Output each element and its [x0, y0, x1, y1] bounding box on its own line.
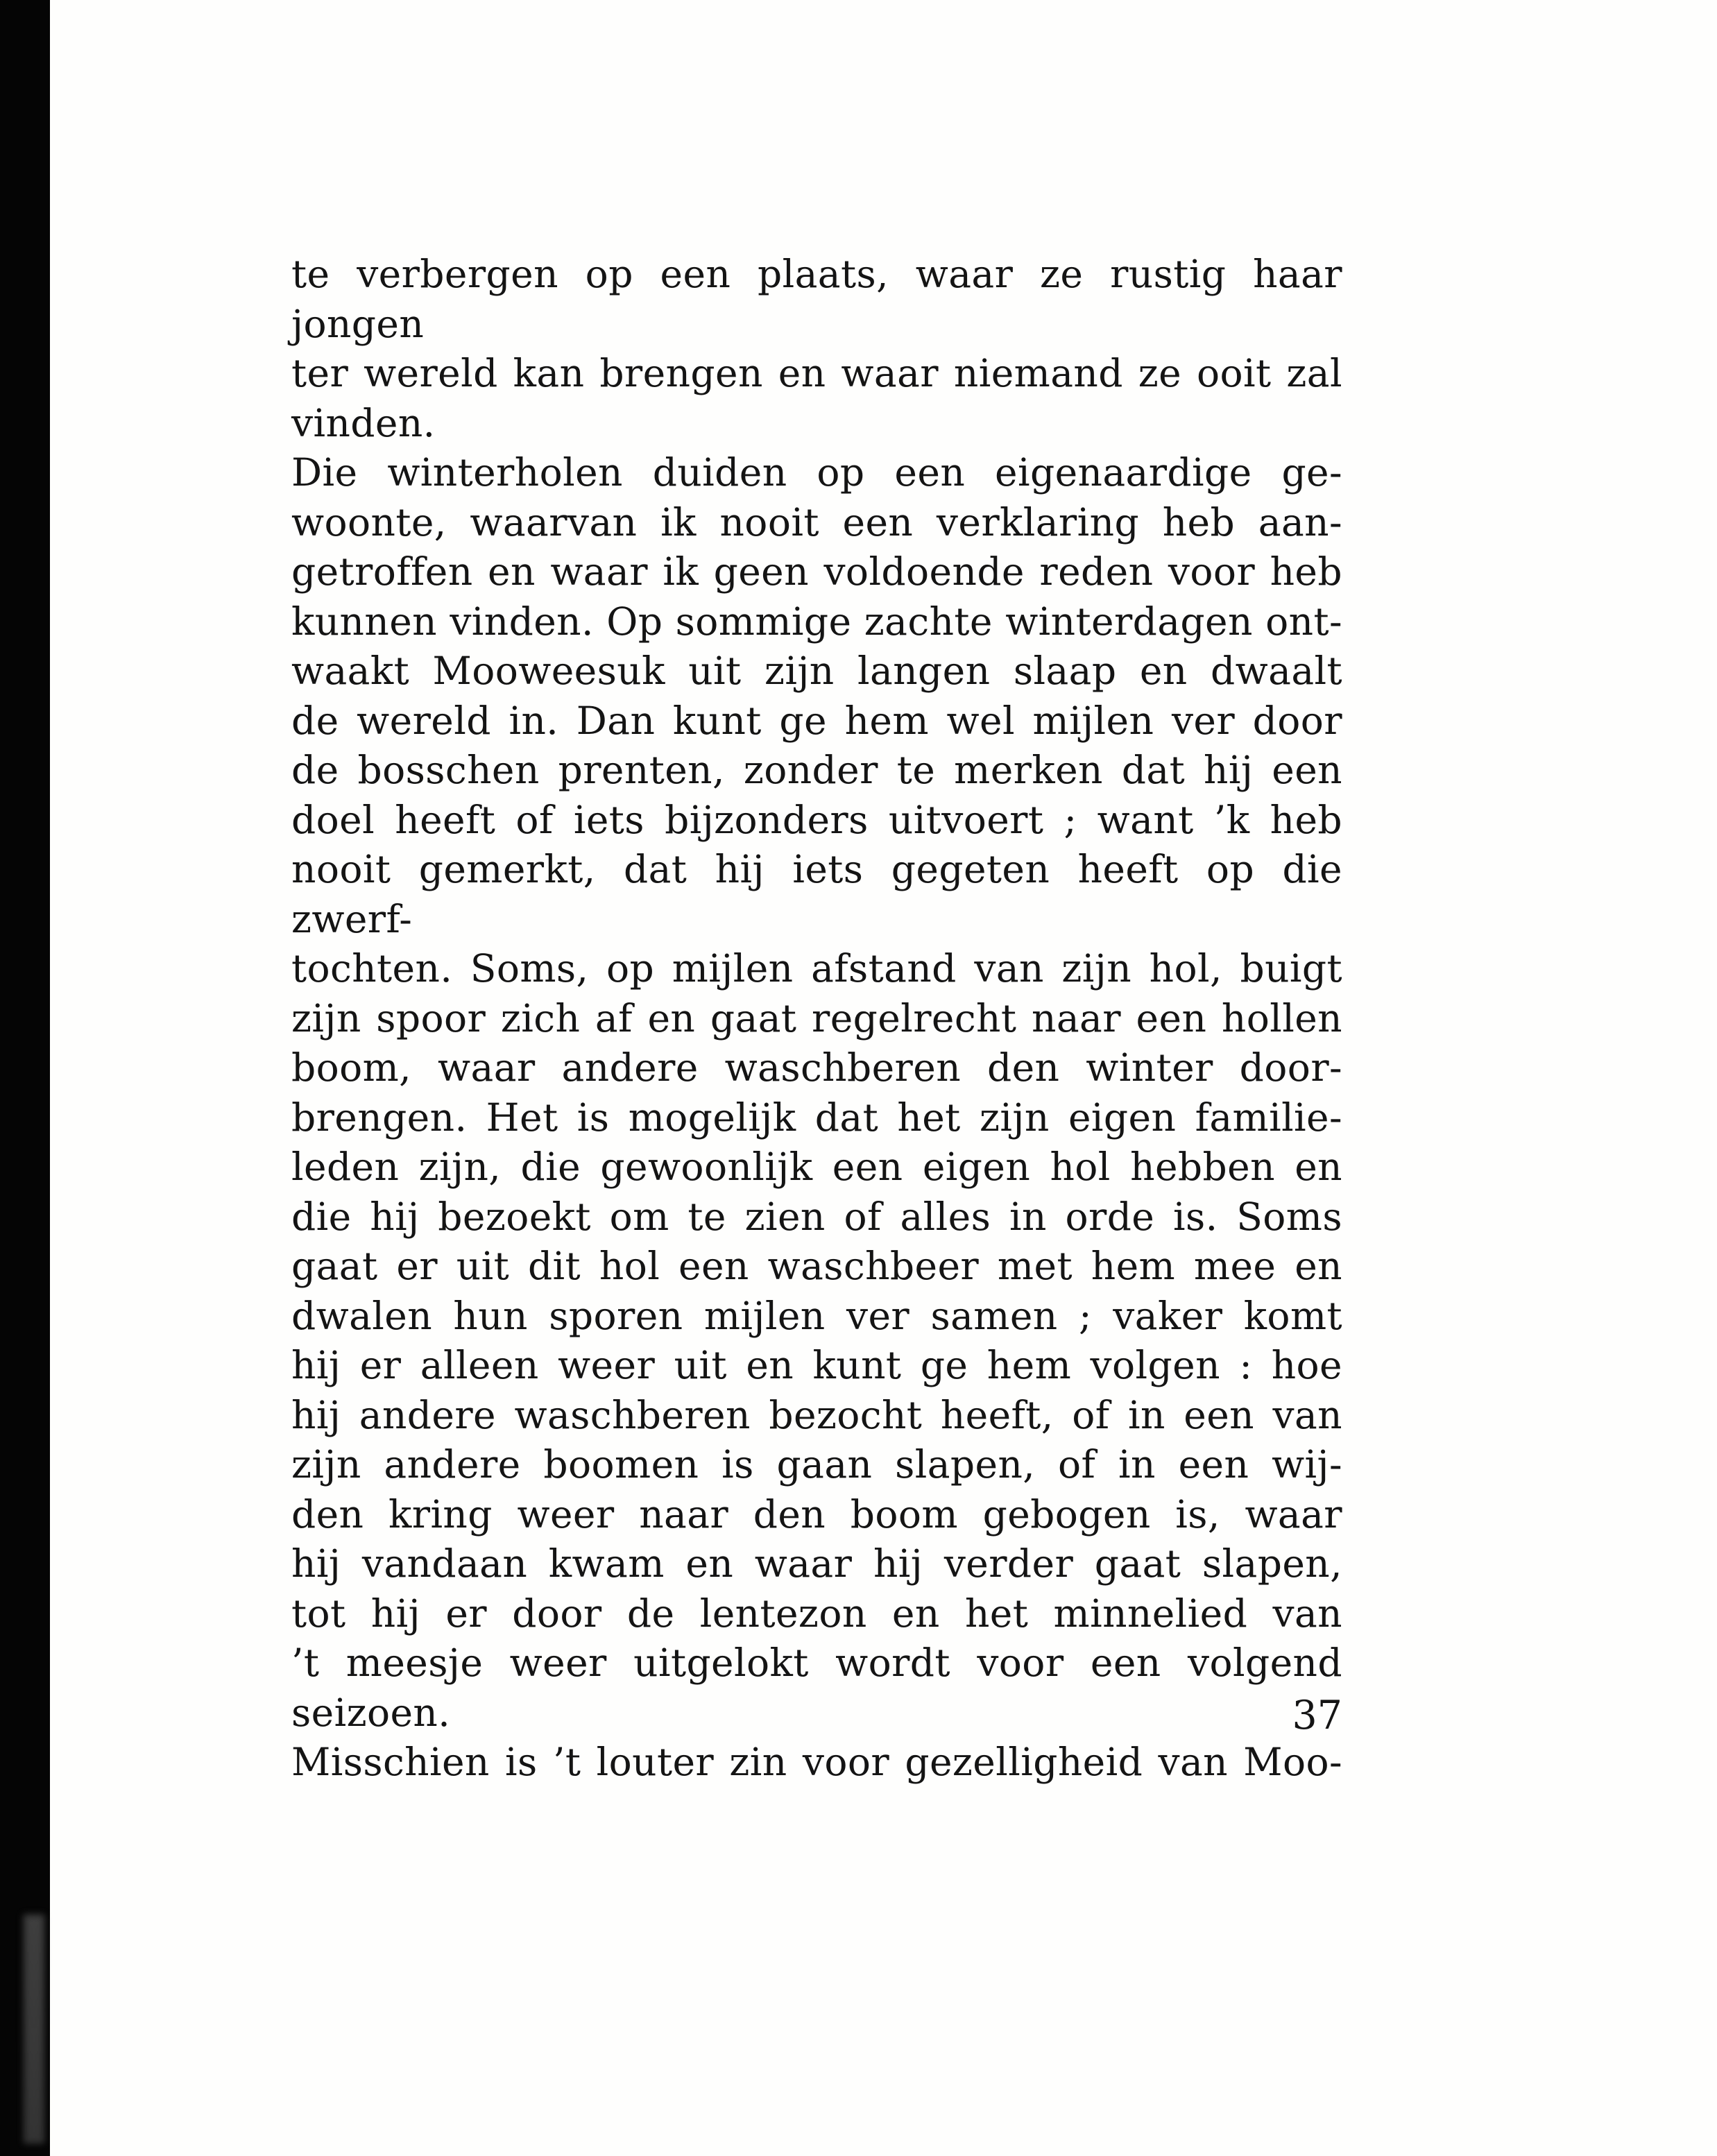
page-text-block — [291, 250, 1342, 1788]
text-line: kunnen vinden. Op sommige zachte winterdagen ont- — [291, 599, 1342, 644]
text-line: seizoen. — [291, 1690, 451, 1735]
text-line: zijn spoor zich af en gaat regelrecht naar een hollen — [291, 995, 1342, 1041]
text-line: brengen. Het is mogelijk dat het zijn eigen familie- — [291, 1095, 1342, 1140]
text-line: Die winterholen duiden op een eigenaardige ge- — [291, 450, 1342, 495]
text-line: getroffen en waar ik geen voldoende reden voor heb — [291, 549, 1342, 594]
text-line: hij vandaan kwam en waar hij verder gaat slapen, — [291, 1541, 1342, 1586]
text-line: den kring weer naar den boom gebogen is, waar — [291, 1491, 1342, 1537]
text-line: zijn andere boomen is gaan slapen, of in een wij- — [291, 1442, 1342, 1487]
text-line: tot hij er door de lentezon en het minnelied van — [291, 1591, 1342, 1636]
text-line: gaat er uit dit hol een waschbeer met hem mee en — [291, 1244, 1342, 1288]
text-line: hij andere waschberen bezocht heeft, of in een van — [291, 1392, 1342, 1437]
text-line: boom, waar andere waschberen den winter door- — [291, 1045, 1342, 1090]
text-line: leden zijn, die gewoonlijk een eigen hol hebben en — [291, 1145, 1342, 1189]
text-line: vinden. — [291, 400, 436, 445]
text-line: Misschien is ’t louter zin voor gezelligheid van Moo- — [291, 1740, 1342, 1784]
binding-edge-band — [0, 0, 50, 2156]
page-number: 37 — [1292, 1693, 1342, 1738]
text-line: nooit gemerkt, dat hij iets gegeten heeft op die zwerf- — [291, 847, 1342, 941]
text-line: tochten. Soms, op mijlen afstand van zijn hol, buigt — [291, 946, 1342, 991]
text-line: de wereld in. Dan kunt ge hem wel mijlen ver door — [291, 698, 1342, 743]
text-line: de bosschen prenten, zonder te merken dat hij een — [291, 748, 1342, 792]
text-line: dwalen hun sporen mijlen ver samen ; vaker komt — [291, 1293, 1342, 1338]
text-line: te verbergen op een plaats, waar ze rustig haar jongen — [291, 252, 1342, 346]
text-line: ter wereld kan brengen en waar niemand ze ooit zal — [291, 351, 1342, 395]
text-line: hij er alleen weer uit en kunt ge hem volgen : hoe — [291, 1343, 1342, 1387]
binding-edge-fade — [24, 1915, 44, 2144]
text-line: waakt Mooweesuk uit zijn langen slaap en dwaalt — [291, 649, 1342, 693]
text-line: woonte, waarvan ik nooit een verklaring heb aan- — [291, 499, 1342, 545]
text-line: ’t meesje weer uitgelokt wordt voor een volgend — [291, 1641, 1342, 1685]
text-line: die hij bezoekt om te zien of alles in orde is. Soms — [291, 1194, 1342, 1239]
text-line: doel heeft of iets bijzonders uitvoert ; want ’k heb — [291, 797, 1342, 842]
